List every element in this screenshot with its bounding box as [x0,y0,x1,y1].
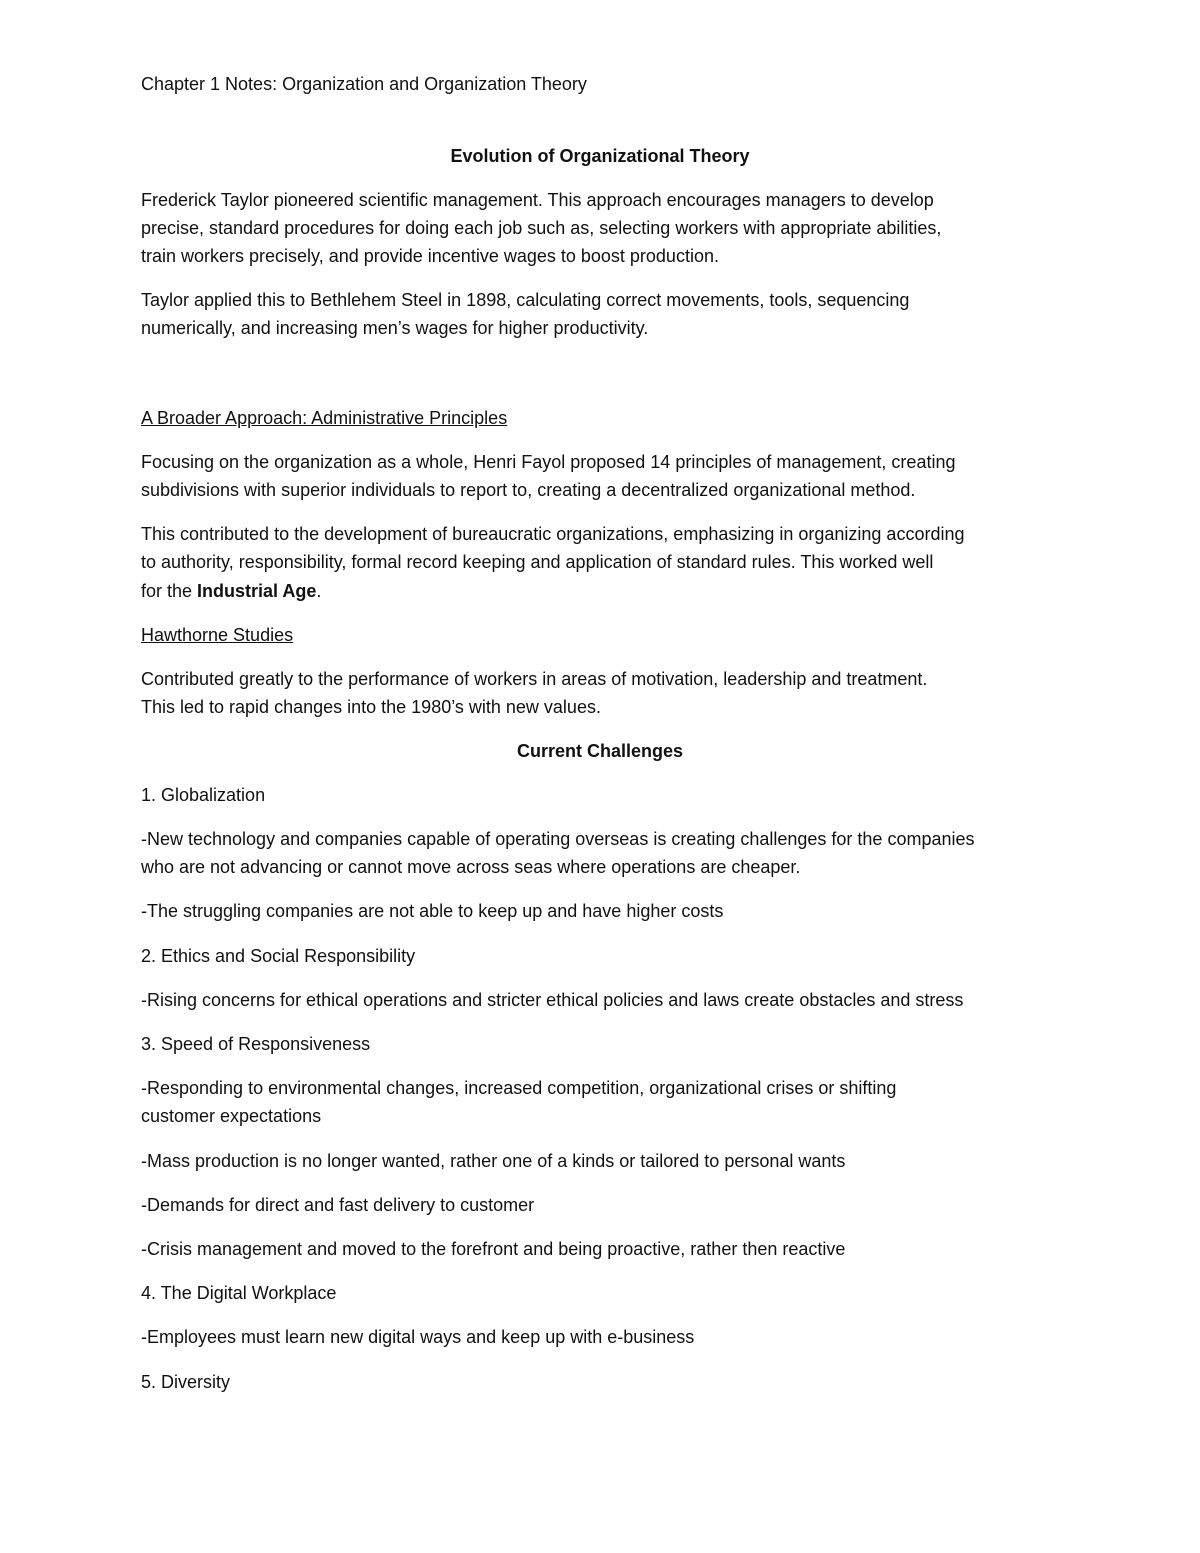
list-heading-diversity: 5. Diversity [141,1372,231,1392]
list-heading-digital-workplace: 4. The Digital Workplace [141,1283,337,1303]
paragraph-line: This contributed to the development of bureaucratic organizations, emphasizing in organizing according [141,524,965,544]
chapter-header: Chapter 1 Notes: Organization and Organization Theory [141,74,587,94]
section-title-current-challenges: Current Challenges [516,741,684,761]
paragraph-line: precise, standard procedures for doing each job such as, selecting workers with appropriate abilities, [141,218,942,238]
bullet-line: who are not advancing or cannot move across seas where operations are cheaper. [141,857,801,877]
text-run: for the [141,581,198,601]
paragraph-line: numerically, and increasing men’s wages for higher productivity. [141,318,649,338]
bullet-line: -Employees must learn new digital ways and keep up with e-business [141,1327,695,1347]
bullet-line: customer expectations [141,1106,322,1126]
bold-term-industrial-age: Industrial Age [197,581,317,601]
bullet-line: -Crisis management and moved to the forefront and being proactive, rather then reactive [141,1239,846,1259]
paragraph-line: Focusing on the organization as a whole, Henri Fayol proposed 14 principles of management, creating [141,452,956,472]
paragraph-line: to authority, responsibility, formal record keeping and application of standard rules. This worked well [141,552,934,572]
paragraph-line [141,577,1061,605]
bullet-line: -Rising concerns for ethical operations and stricter ethical policies and laws create obstacles and stress [141,990,964,1010]
bullet-line: -Responding to environmental changes, increased competition, organizational crises or shifting [141,1078,897,1098]
paragraph-line: train workers precisely, and provide incentive wages to boost production. [141,246,719,266]
list-heading-ethics: 2. Ethics and Social Responsibility [141,946,416,966]
bullet-line: -Demands for direct and fast delivery to customer [141,1195,535,1215]
paragraph-line: This led to rapid changes into the 1980’s with new values. [141,697,601,717]
bullet-line: -Mass production is no longer wanted, rather one of a kinds or tailored to personal wants [141,1151,846,1171]
paragraph-line: subdivisions with superior individuals to report to, creating a decentralized organizational method. [141,480,916,500]
section-title-evolution: Evolution of Organizational Theory [450,146,750,166]
section-title-administrative-principles: A Broader Approach: Administrative Principles [141,408,508,428]
list-heading-speed: 3. Speed of Responsiveness [141,1034,371,1054]
section-title-hawthorne-studies: Hawthorne Studies [141,625,294,645]
paragraph-line: Contributed greatly to the performance of workers in areas of motivation, leadership and treatment. [141,669,928,689]
list-heading-globalization: 1. Globalization [141,785,266,805]
paragraph-line: Taylor applied this to Bethlehem Steel in 1898, calculating correct movements, tools, sequencing [141,290,910,310]
text-run: . [316,581,322,601]
bullet-line: -New technology and companies capable of operating overseas is creating challenges for the companies [141,829,975,849]
paragraph-line: Frederick Taylor pioneered scientific management. This approach encourages managers to develop [141,190,934,210]
bullet-line: -The struggling companies are not able to keep up and have higher costs [141,901,724,921]
